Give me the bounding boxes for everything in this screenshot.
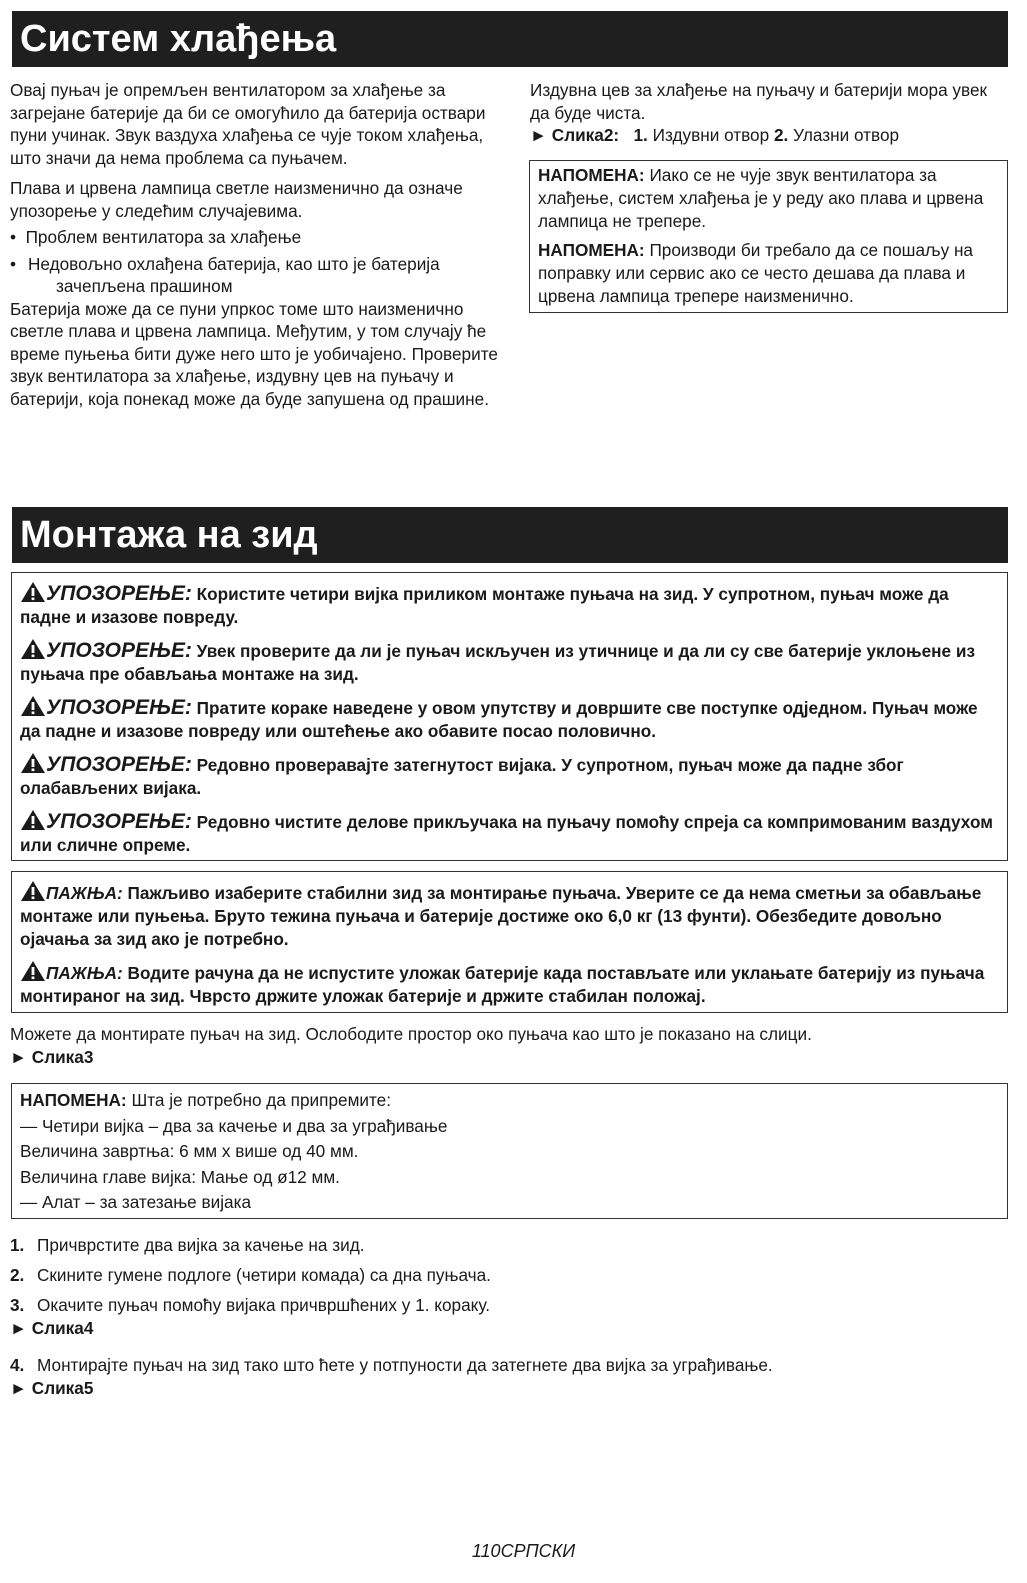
cautions-box [11, 871, 1008, 1013]
warning-triangle-icon [20, 638, 46, 660]
warning-item: УПОЗОРЕЊЕ: Редовно проверавајте затегнутост вијака. У супротном, пуњач може да падне због олабављених вијака. [20, 753, 904, 798]
cooling-paragraph-2: Плава и црвена лампица светле наизменично да означе упозорење у следећим случајевима. [10, 178, 463, 221]
figure-ref-4: ► Слика4 [10, 1317, 94, 1338]
figure-ref-2: ► Слика2: 1. Издувни отвор 2. Улазни отвор [530, 125, 900, 145]
warning-item: УПОЗОРЕЊЕ: Увек проверите да ли је пуњач искључен из утичнице и да ли су све батерије уклоњене из пуњача пре обављања монтаже на зид. [20, 639, 975, 684]
warning-triangle-icon [20, 581, 46, 603]
caution-item: ПАЖЊА: Водите рачуна да не испустите уложак батерије када постављате или уклањате батерију из пуњача монтираног на зид. Чврсто држите уложак батерије и држите стабилан положај. [20, 960, 1001, 1008]
cooling-right-column [530, 79, 1010, 147]
prep-note-line: — Четири вијка – два за качење и два за уграђивање [20, 1115, 448, 1136]
prep-note-box [11, 1083, 1008, 1219]
prep-note-line: Величина главе вијка: Мање од ø12 мм. [20, 1166, 340, 1187]
warning-triangle-icon [20, 695, 46, 717]
step-1: 1. Причврстите два вијка за качење на зид. [10, 1235, 365, 1255]
figure-ref-3: ► Слика3 [10, 1046, 94, 1067]
cooling-notes-box [529, 160, 1008, 313]
warning-item: УПОЗОРЕЊЕ: Користите четири вијка приликом монтаже пуњача на зид. У супротном, пуњач може да падне и изазове повреду. [20, 582, 949, 627]
cooling-bullet: • Недовољно охлађена батерија, као што је батерија зачепљена прашином [10, 253, 440, 296]
step-4: 4. Монтирајте пуњач на зид тако што ћете у потпуности да затегнете два вијка за уграђивање. ► Слика5 [10, 1355, 773, 1398]
section-heading-wall-mount: Монтажа на зид [12, 507, 1008, 563]
warning-triangle-icon [20, 880, 46, 902]
intro-text: Можете да монтирате пуњач на зид. Ослободите простор око пуњача као што је показано на слици. [10, 1024, 812, 1044]
cooling-paragraph-3: Батерија може да се пуни упркос томе што наизменично светле плава и црвена лампица. Међутим, у том случају ће време пуњења бити дуже него што је уобичајено. Проверите звук вентилатора за хлађење, издувну цев на пуњачу и батерији, која понекад може да буде запушена од прашине. [10, 298, 498, 409]
warning-item: УПОЗОРЕЊЕ: Пратите кораке наведене у овом упутству и довршите све поступке одједном. Пуњач може да падне и изазове повреду или оштећење ако обавите посао половично. [20, 696, 978, 741]
prep-note-line: Величина завртња: 6 мм x више од 40 мм. [20, 1141, 359, 1161]
figure-ref-5: ► Слика5 [10, 1377, 94, 1398]
prep-note-heading: НАПОМЕНА: Шта је потребно да припремите: [20, 1090, 391, 1110]
step-3: 3. Окачите пуњач помоћу вијака причвршћених у 1. кораку. ► Слика4 [10, 1295, 491, 1338]
warnings-box [11, 572, 1008, 861]
step-2: 2. Скините гумене подлоге (четири комада) са дна пуњача. [10, 1265, 491, 1285]
warning-triangle-icon [20, 752, 46, 774]
cooling-left-column [10, 79, 498, 410]
section-heading-cooling: Систем хлађења [12, 11, 1008, 67]
note: НАПОМЕНА: Производи би требало да се пошаљу на поправку или сервис ако се често дешава да плава и црвена лампица трепере наизменично. [538, 240, 973, 306]
warning-triangle-icon [20, 960, 46, 982]
note: НАПОМЕНА: Иако се не чује звук вентилатора за хлађење, систем хлађења је у реду ако плава и црвена лампица не трепере. [538, 165, 984, 231]
cooling-right-paragraph: Издувна цев за хлађење на пуњачу и батерији мора увек да буде чиста. [530, 80, 988, 123]
caution-item: ПАЖЊА: Пажљиво изаберите стабилни зид за монтирање пуњача. Уверите се да нема сметњи за обављање монтаже или пуњења. Бруто тежина пуњача и батерије достиже око 6,0 кг (13 фунти). Обезбедите довољно ојачања за зид ако је потребно. [20, 880, 1001, 951]
warning-triangle-icon [20, 809, 46, 831]
warning-item: УПОЗОРЕЊЕ: Редовно чистите делове прикључака на пуњачу помоћу спреја са компримованим ваздухом или сличне опреме. [20, 810, 993, 855]
cooling-bullet: • Проблем вентилатора за хлађење [10, 227, 302, 247]
prep-note-line: — Алат – за затезање вијака [20, 1192, 252, 1212]
page-footer: 110СРПСКИ [471, 1541, 576, 1561]
wall-mount-intro [10, 1023, 1010, 1068]
cooling-paragraph-1: Овај пуњач је опремљен вентилатором за хлађење за загрејане батерије да би се омогућило да батерија оствари пуни учинак. Звук ваздуха хлађења се чује током хлађења, што значи да нема проблема са пуњачем. [10, 80, 486, 168]
